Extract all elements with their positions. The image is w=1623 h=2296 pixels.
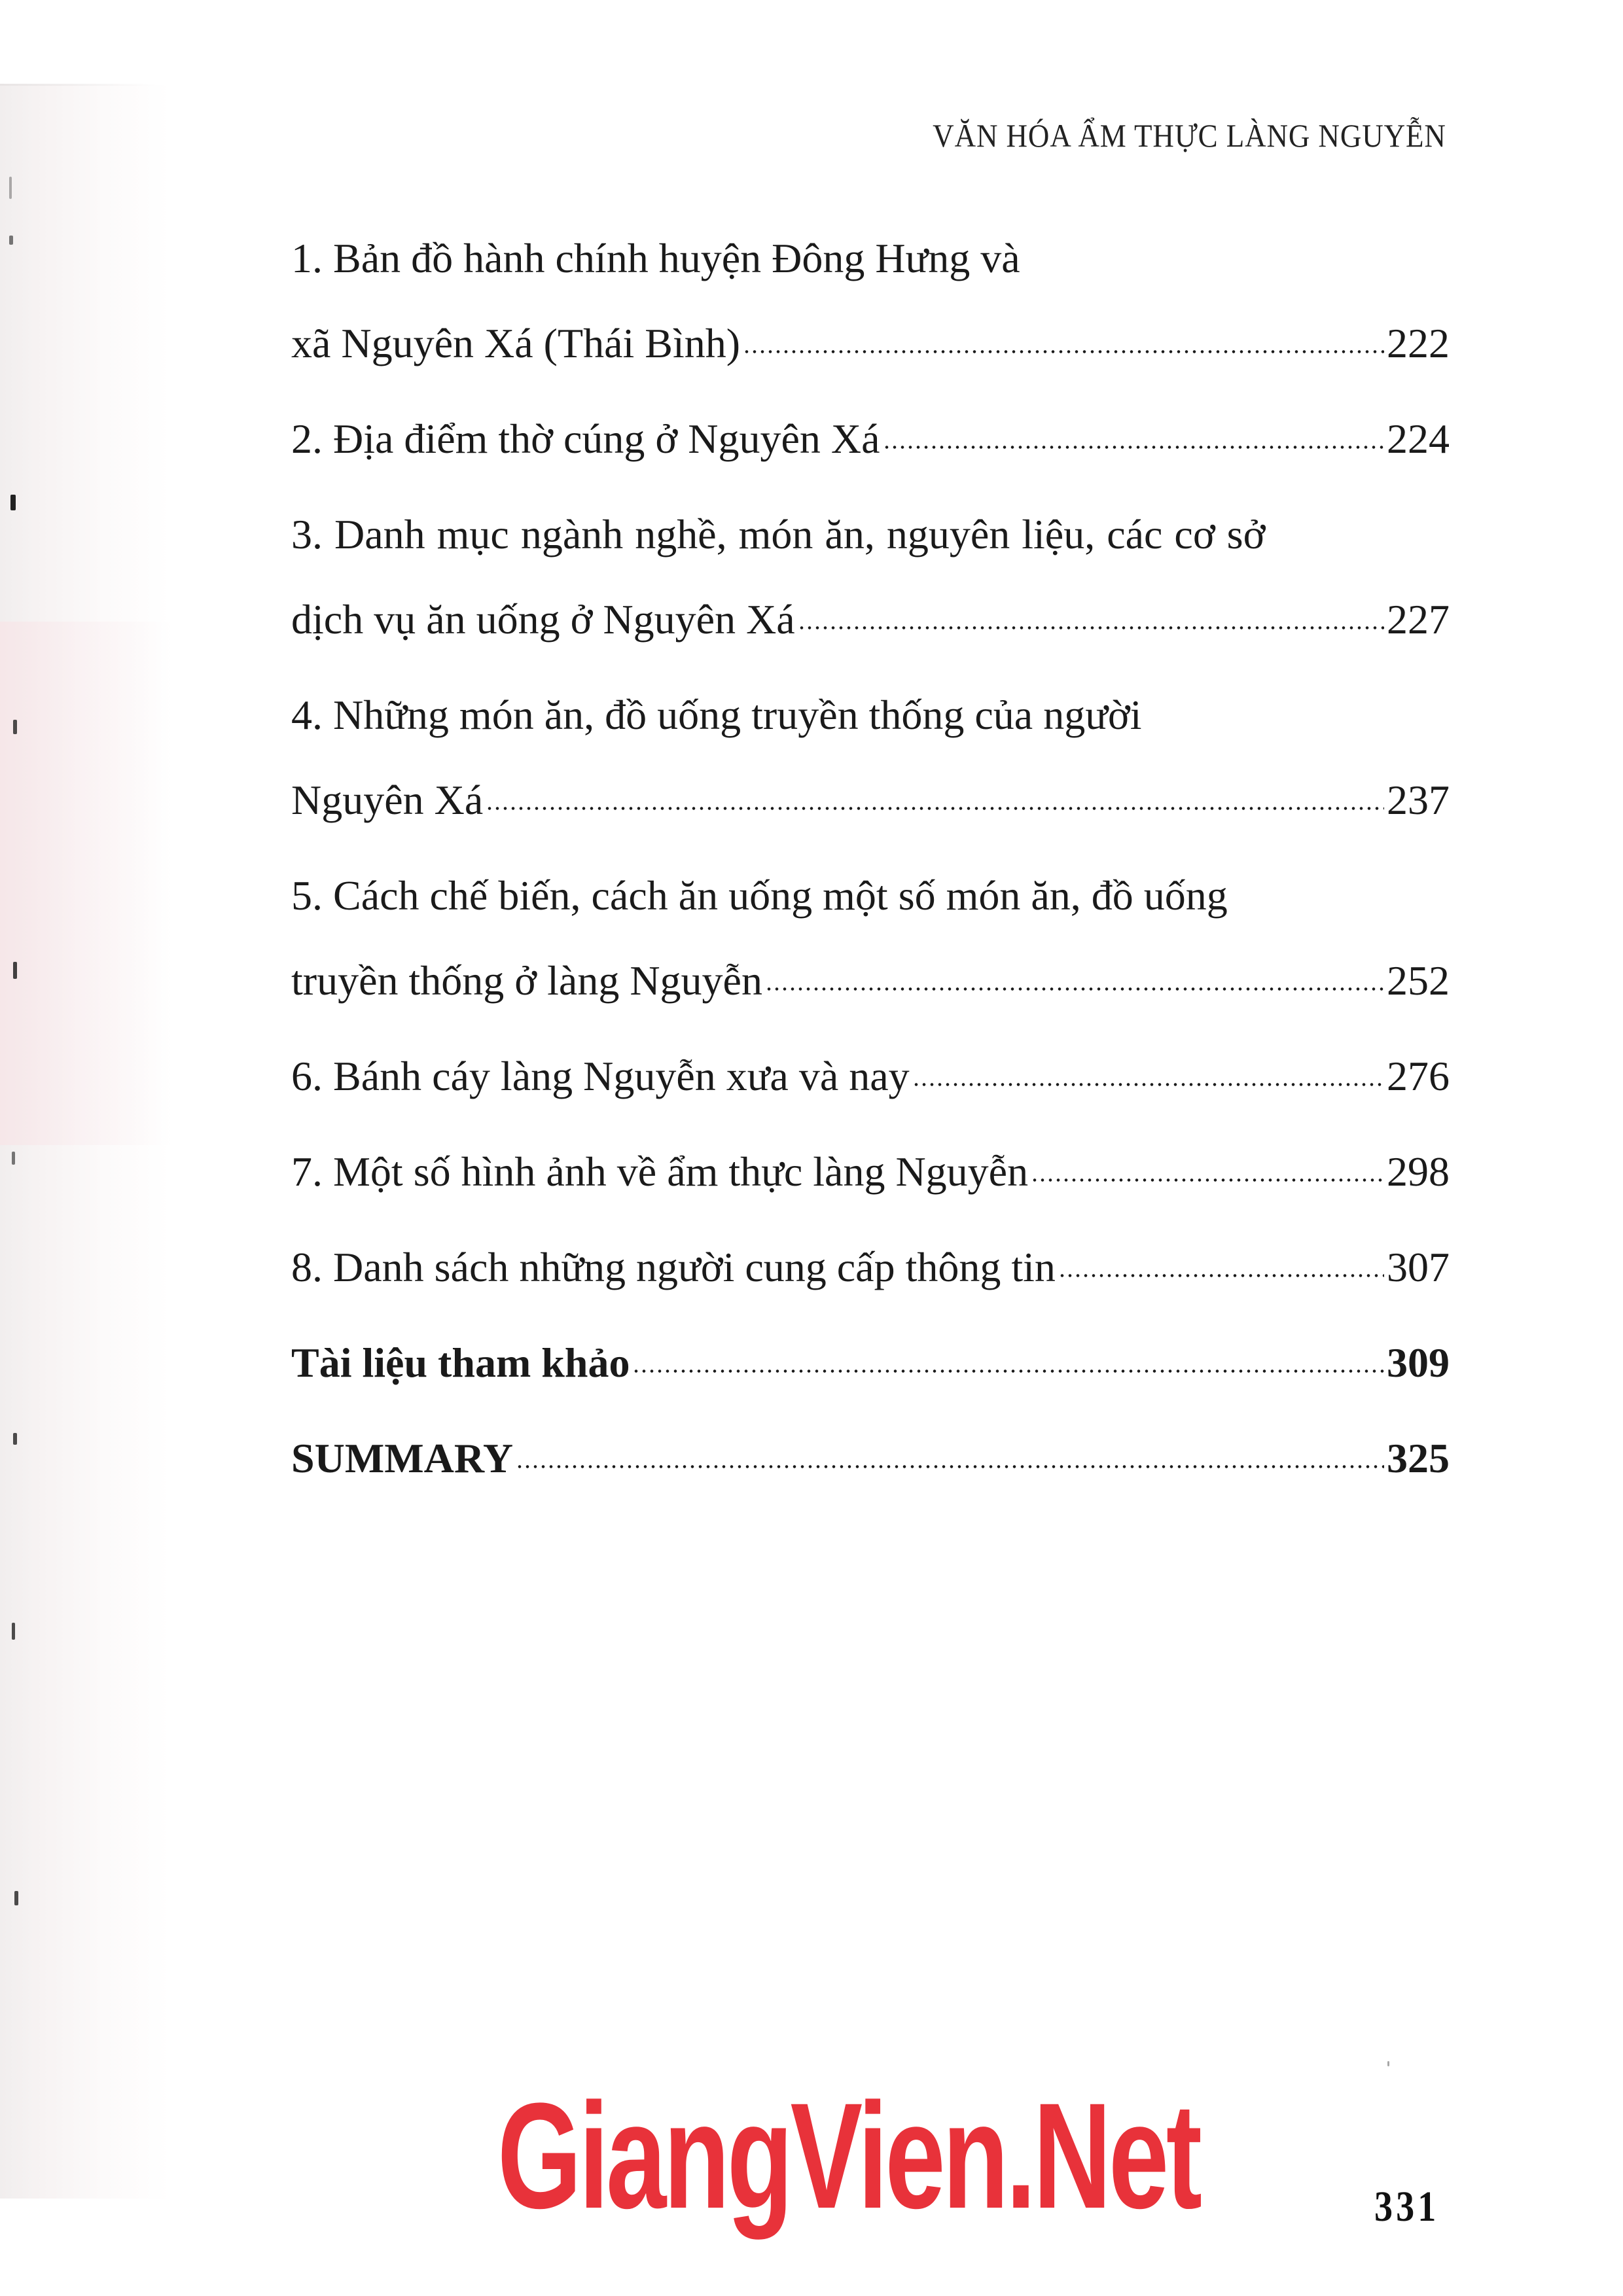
dot-leader	[912, 1048, 1384, 1090]
scan-page-edge	[0, 84, 157, 86]
toc-entry-line	[291, 1416, 1450, 1501]
toc-entry-title: 1. Bản đồ hành chính huyện Đông Hưng và	[291, 235, 1020, 281]
toc-entry-line	[291, 301, 1450, 386]
scan-speck	[9, 177, 12, 199]
toc-entry-line	[291, 673, 1450, 758]
scan-speck	[12, 1152, 15, 1165]
dot-leader	[743, 315, 1384, 357]
toc-entry-title: SUMMARY	[291, 1435, 514, 1481]
toc-page-number: 227	[1387, 596, 1450, 643]
toc-entry-title: 3. Danh mục ngành nghề, món ăn, nguyên liệu, các cơ sở	[291, 511, 1266, 557]
dot-leader	[1058, 1239, 1384, 1281]
toc-entry-title-cont: truyền thống ở làng Nguyễn	[291, 957, 762, 1004]
dot-leader	[486, 772, 1384, 814]
toc-entry-line	[291, 216, 1450, 301]
toc-entry-line	[291, 938, 1450, 1023]
dot-leader	[632, 1335, 1384, 1377]
toc-page-number: 222	[1387, 320, 1450, 366]
toc-page-number: 307	[1387, 1244, 1450, 1290]
toc-entry-line	[291, 397, 1450, 482]
toc-entry-title: 7. Một số hình ảnh về ẩm thực làng Nguyễn	[291, 1148, 1029, 1195]
toc-page-number: 298	[1387, 1148, 1450, 1195]
scan-speck	[10, 495, 16, 510]
toc-entry-line	[291, 1320, 1450, 1405]
scan-speck	[14, 1891, 18, 1905]
page-number: 331	[1374, 2183, 1440, 2231]
scan-speck	[13, 962, 17, 979]
toc-entry[interactable]	[291, 1034, 1450, 1119]
toc-page-number: 237	[1387, 777, 1450, 823]
toc-entry-title: 6. Bánh cáy làng Nguyễn xưa và nay	[291, 1053, 910, 1099]
toc-entry-title-cont: xã Nguyên Xá (Thái Bình)	[291, 320, 741, 366]
toc-entry-summary[interactable]	[291, 1416, 1450, 1501]
dot-leader	[883, 411, 1385, 453]
toc-entry-line	[291, 853, 1450, 938]
dot-leader	[798, 592, 1384, 633]
toc-entry[interactable]	[291, 1225, 1450, 1310]
toc-entry-line	[291, 1034, 1450, 1119]
toc-page-number: 309	[1387, 1339, 1450, 1386]
running-header: VĂN HÓA ẨM THỰC LÀNG NGUYỄN	[933, 117, 1446, 154]
scan-speck	[9, 236, 13, 245]
toc-entry-title: Tài liệu tham khảo	[291, 1339, 630, 1386]
scan-speck	[12, 1623, 15, 1640]
toc-entry[interactable]	[291, 492, 1450, 662]
dot-leader	[765, 953, 1384, 995]
scan-speck	[13, 720, 17, 734]
toc-page-number: 224	[1387, 415, 1450, 462]
toc-entry-line	[291, 758, 1450, 843]
toc-entry-title-cont: dịch vụ ăn uống ở Nguyên Xá	[291, 596, 795, 643]
toc-entry[interactable]	[291, 216, 1450, 386]
scan-speck	[13, 1433, 17, 1445]
toc-entry[interactable]	[291, 853, 1450, 1023]
table-of-contents	[291, 216, 1450, 1501]
dot-leader	[516, 1430, 1384, 1472]
toc-entry-line	[291, 577, 1450, 662]
toc-entry[interactable]	[291, 1129, 1450, 1214]
toc-entry-title: 2. Địa điểm thờ cúng ở Nguyên Xá	[291, 415, 880, 462]
dot-leader	[1031, 1144, 1384, 1186]
scan-gutter-tint	[0, 622, 170, 1145]
toc-page-number: 325	[1387, 1435, 1450, 1481]
toc-page-number: 276	[1387, 1053, 1450, 1099]
toc-entry[interactable]	[291, 397, 1450, 482]
toc-entry-line	[291, 1225, 1450, 1310]
toc-entry-references[interactable]	[291, 1320, 1450, 1405]
toc-entry-title-cont: Nguyên Xá	[291, 777, 484, 823]
watermark-logo: GiangVien.Net	[497, 2072, 1200, 2240]
toc-entry-title: 8. Danh sách những người cung cấp thông tin	[291, 1244, 1056, 1290]
toc-entry-line	[291, 1129, 1450, 1214]
toc-entry-line	[291, 492, 1450, 577]
toc-entry[interactable]	[291, 673, 1450, 843]
toc-entry-title: 5. Cách chế biến, cách ăn uống một số món ăn, đồ uống	[291, 872, 1228, 919]
toc-entry-title: 4. Những món ăn, đồ uống truyền thống của người	[291, 692, 1142, 738]
toc-page-number: 252	[1387, 957, 1450, 1004]
scan-speck	[1387, 2061, 1389, 2066]
